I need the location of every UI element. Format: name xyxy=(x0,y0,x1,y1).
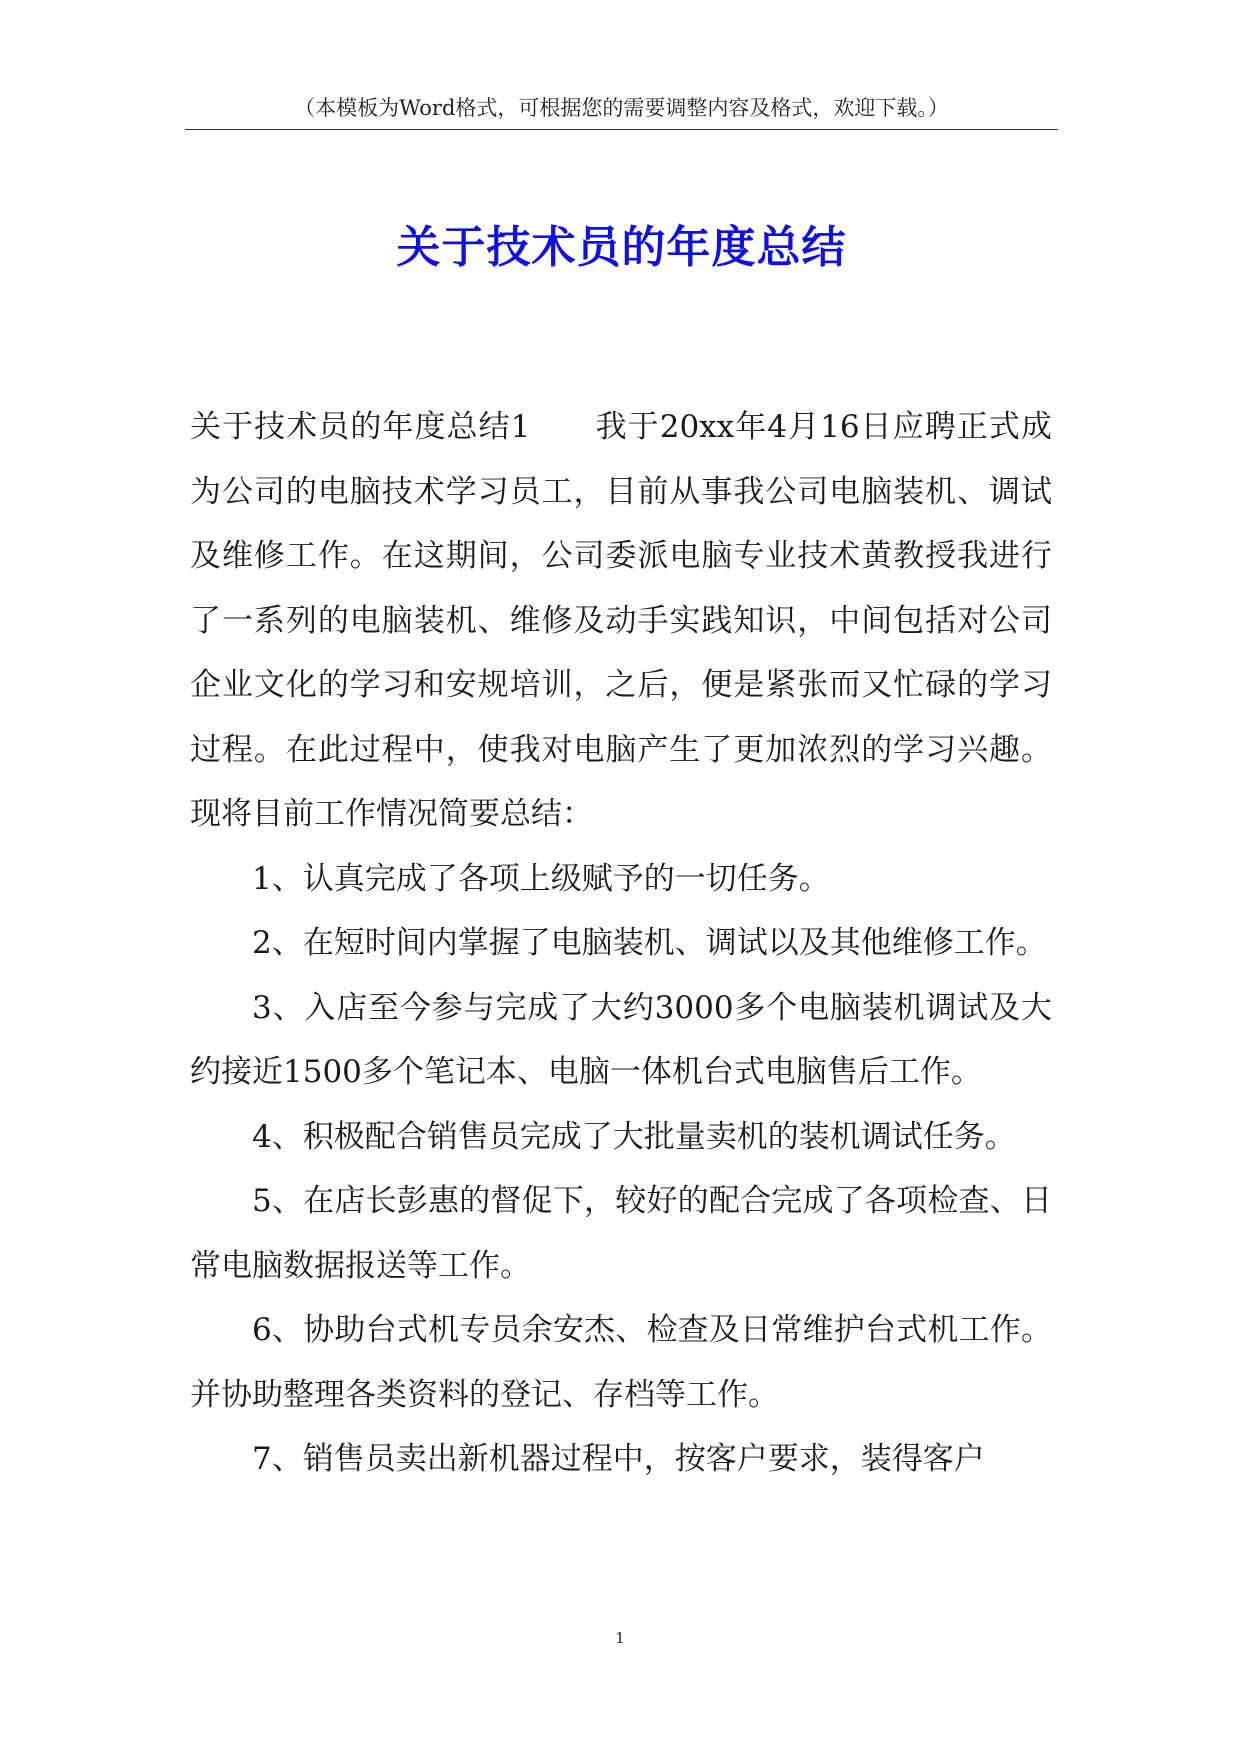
document-body xyxy=(190,395,1052,1492)
paragraph-intro: 关于技术员的年度总结1 我于20xx年4月16日应聘正式成为公司的电脑技术学习员工，目前从事我公司电脑装机、调试及维修工作。在这期间，公司委派电脑专业技术黄教授我进行了一系列的电脑装机、维修及动手实践知识，中间包括对公司企业文化的学习和安规培训，之后，便是紧张而又忙碌的学习过程。在此过程中，使我对电脑产生了更加浓烈的学习兴趣。现将目前工作情况简要总结： xyxy=(190,409,1052,832)
document-title: 关于技术员的年度总结 xyxy=(396,222,847,273)
list-item-5: 5、在店长彭惠的督促下，较好的配合完成了各项检查、日常电脑数据报送等工作。 xyxy=(190,1183,1052,1284)
page-number: 1 xyxy=(615,1629,625,1647)
list-item-4: 4、积极配合销售员完成了大批量卖机的装机调试任务。 xyxy=(252,1118,1016,1155)
list-item-2: 2、在短时间内掌握了电脑装机、调试以及其他维修工作。 xyxy=(252,925,1047,961)
header-divider xyxy=(185,129,1058,130)
list-item-6: 6、协助台式机专员余安杰、检查及日常维护台式机工作。并协助整理各类资料的登记、存档等工作。 xyxy=(190,1312,1052,1413)
header-note: （本模板为Word格式，可根据您的需要调整内容及格式，欢迎下载。） xyxy=(294,96,949,120)
list-item-1: 1、认真完成了各项上级赋予的一切任务。 xyxy=(252,860,830,897)
list-item-7: 7、销售员卖出新机器过程中，按客户要求，装得客户 xyxy=(252,1441,985,1477)
list-item-3: 3、入店至今参与完成了大约3000多个电脑装机调试及大约接近1500多个笔记本、电脑一体机台式电脑售后工作。 xyxy=(190,989,1052,1090)
